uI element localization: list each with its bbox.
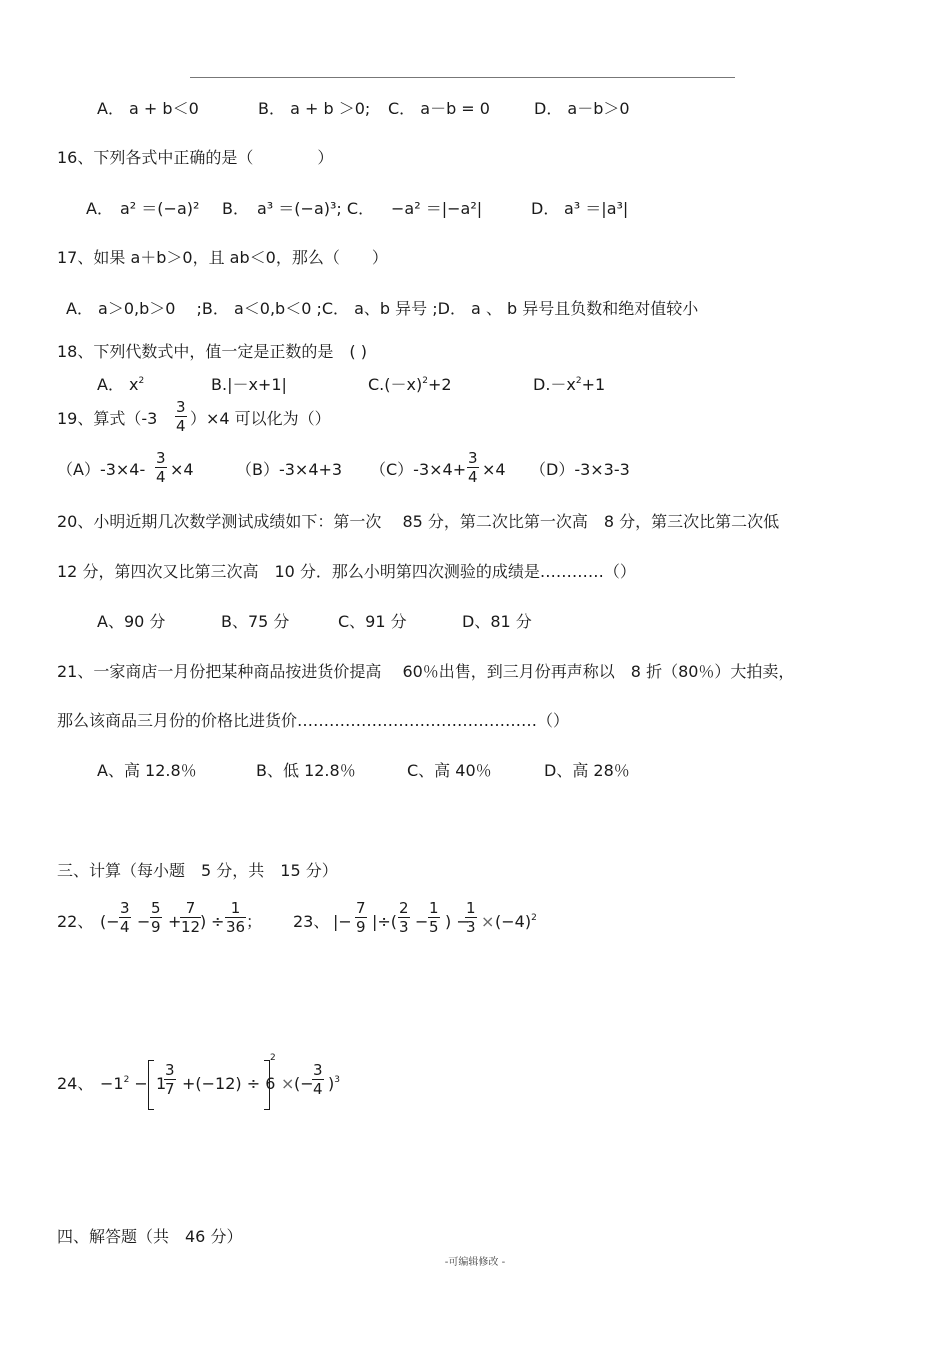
q18-option-c: $C.(-x)^2+2$ <box>368 375 452 394</box>
q22-fraction-3-4: $\frac{3}{4}$ <box>120 899 130 936</box>
q24-fraction-3-7: $\frac{3}{7}$ <box>165 1061 175 1098</box>
q21-line-2: 那么该商品三月份的价格比进货价………………………………………（） <box>57 711 570 730</box>
q20-line-1: 20、小明近期几次数学测试成绩如下：第一次 85 分，第二次比第一次高 8 分，第三次比第二次低 <box>57 512 780 531</box>
q19-option-a-pre: （A）-3×4- <box>57 460 146 479</box>
q24-neg-one-squared: $-1^2$ − <box>100 1074 148 1093</box>
q23-fraction-1-3: $\frac{1}{3}$ <box>466 899 476 936</box>
header-rule <box>190 77 735 78</box>
footer-note: -可编辑修改 - <box>444 1257 506 1268</box>
q20-option-a: A、90 分 <box>97 612 166 631</box>
q19-option-c-pre: （C）-3×4+ <box>370 460 467 479</box>
q22-plus: + <box>168 912 182 931</box>
section-4-title: 四、解答题（共 46 分） <box>57 1227 243 1246</box>
q23-abs-close: |÷( <box>372 912 398 931</box>
q16-option-b-expr: a³ ＝(−a)³; C． <box>257 199 375 218</box>
q19-option-c-fraction: $\frac{3}{4}$ <box>468 449 478 486</box>
q24-whole-1: 1 <box>156 1074 167 1093</box>
q19-option-d: （D）-3×3-3 <box>530 460 630 479</box>
q19-option-a-post: ×4 <box>170 460 194 479</box>
q23-minus-1: − <box>415 912 429 931</box>
q22-paren-close: ) <box>200 912 207 931</box>
q20-option-c: C、91 分 <box>338 612 407 631</box>
q18-stem: 18、下列代数式中，值一定是正数的是 ( ) <box>57 342 367 361</box>
q22-fraction-1-36: $\frac{1}{36}$ <box>226 899 246 936</box>
q21-option-a: A、高 12.8％ <box>97 761 197 780</box>
q24-bracket-close <box>264 1060 270 1110</box>
q22-label: 22、 <box>57 912 94 931</box>
q18-option-b: B.|－x+1| <box>211 375 287 394</box>
q24-inner-expr: +(−12) ÷ 6 <box>182 1074 276 1093</box>
q24-paren-open: (− <box>294 1074 314 1093</box>
q20-line-2: 12 分，第四次又比第三次高 10 分．那么小明第四次测验的成绩是…………（） <box>57 562 636 581</box>
q22-semicolon: ； <box>246 912 263 931</box>
q16-option-d-label: D． <box>531 199 560 218</box>
q23-power: $(-4)^2$ <box>495 912 537 931</box>
q23-times: × <box>481 912 495 931</box>
q22-minus: − <box>137 912 151 931</box>
q21-option-c: C、高 40％ <box>407 761 492 780</box>
q15-option-d: D． a－b＞0 <box>534 99 630 118</box>
q24-fraction-3-4: $\frac{3}{4}$ <box>313 1061 323 1098</box>
q24-bracket-exponent: 2 <box>270 1053 276 1063</box>
q15-option-a: A． a + b＜0 <box>97 99 199 118</box>
q22-paren-open: (− <box>100 912 120 931</box>
q19-option-b: （B）-3×4+3 <box>236 460 343 479</box>
q23-fraction-1-5: $\frac{1}{5}$ <box>429 899 439 936</box>
q23-fraction-2-3: $\frac{2}{3}$ <box>399 899 409 936</box>
q21-line-1: 21、一家商店一月份把某种商品按进货价提高 60％出售，到三月份再声称以 8 折（80％）大拍卖， <box>57 662 795 681</box>
q24-times: × <box>281 1074 295 1093</box>
q23-paren-minus: ) − <box>445 912 470 931</box>
q22-divide: ÷ <box>211 912 225 931</box>
q19-stem-pre: 19、算式（-3 <box>57 409 158 428</box>
q24-label: 24、 <box>57 1074 94 1093</box>
q23-fraction-7-9: $\frac{7}{9}$ <box>356 899 366 936</box>
q16-option-b-label: B． <box>222 199 249 218</box>
q22-fraction-5-9: $\frac{5}{9}$ <box>151 899 161 936</box>
q19-fraction: $\frac{3}{4}$ <box>176 398 186 435</box>
q23-label: 23、 <box>293 912 330 931</box>
q19-stem-post: ）×4 可以化为（） <box>190 409 331 428</box>
q17-options: A． a＞0,b＞0 ;B． a＜0,b＜0 ;C． a、b 异号 ;D． a 、 b 异号且负数和绝对值较小 <box>66 299 699 318</box>
q17-stem: 17、如果 a＋b＞0，且 ab＜0，那么（ ） <box>57 248 388 267</box>
q21-option-d: D、高 28％ <box>544 761 630 780</box>
q24-paren-cube: )$^3$ <box>328 1074 340 1093</box>
q16-stem: 16、下列各式中正确的是（ ） <box>57 148 334 167</box>
q19-option-a-fraction: $\frac{3}{4}$ <box>156 449 166 486</box>
q15-option-c: C． a－b = 0 <box>388 99 490 118</box>
q20-option-b: B、75 分 <box>221 612 290 631</box>
q15-option-b: B． a + b ＞0; <box>258 99 371 118</box>
q16-option-a-expr: a² ＝(−a)² <box>120 199 200 218</box>
q16-option-c-expr: −a² ＝|−a²| <box>391 199 483 218</box>
q21-option-b: B、低 12.8％ <box>256 761 356 780</box>
q23-abs-open: |− <box>333 912 352 931</box>
q18-option-a: A． $x^2$ <box>97 375 145 394</box>
q16-option-d-expr: a³ ＝|a³| <box>564 199 629 218</box>
q18-option-d: $D.-x^2+1$ <box>533 375 606 394</box>
q22-fraction-7-12: $\frac{7}{12}$ <box>181 899 201 936</box>
q19-option-c-post: ×4 <box>482 460 506 479</box>
section-3-title: 三、计算（每小题 5 分，共 15 分） <box>57 861 338 880</box>
q20-option-d: D、81 分 <box>462 612 532 631</box>
q24-bracket-open <box>148 1060 154 1110</box>
q16-option-a-label: A． <box>86 199 113 218</box>
